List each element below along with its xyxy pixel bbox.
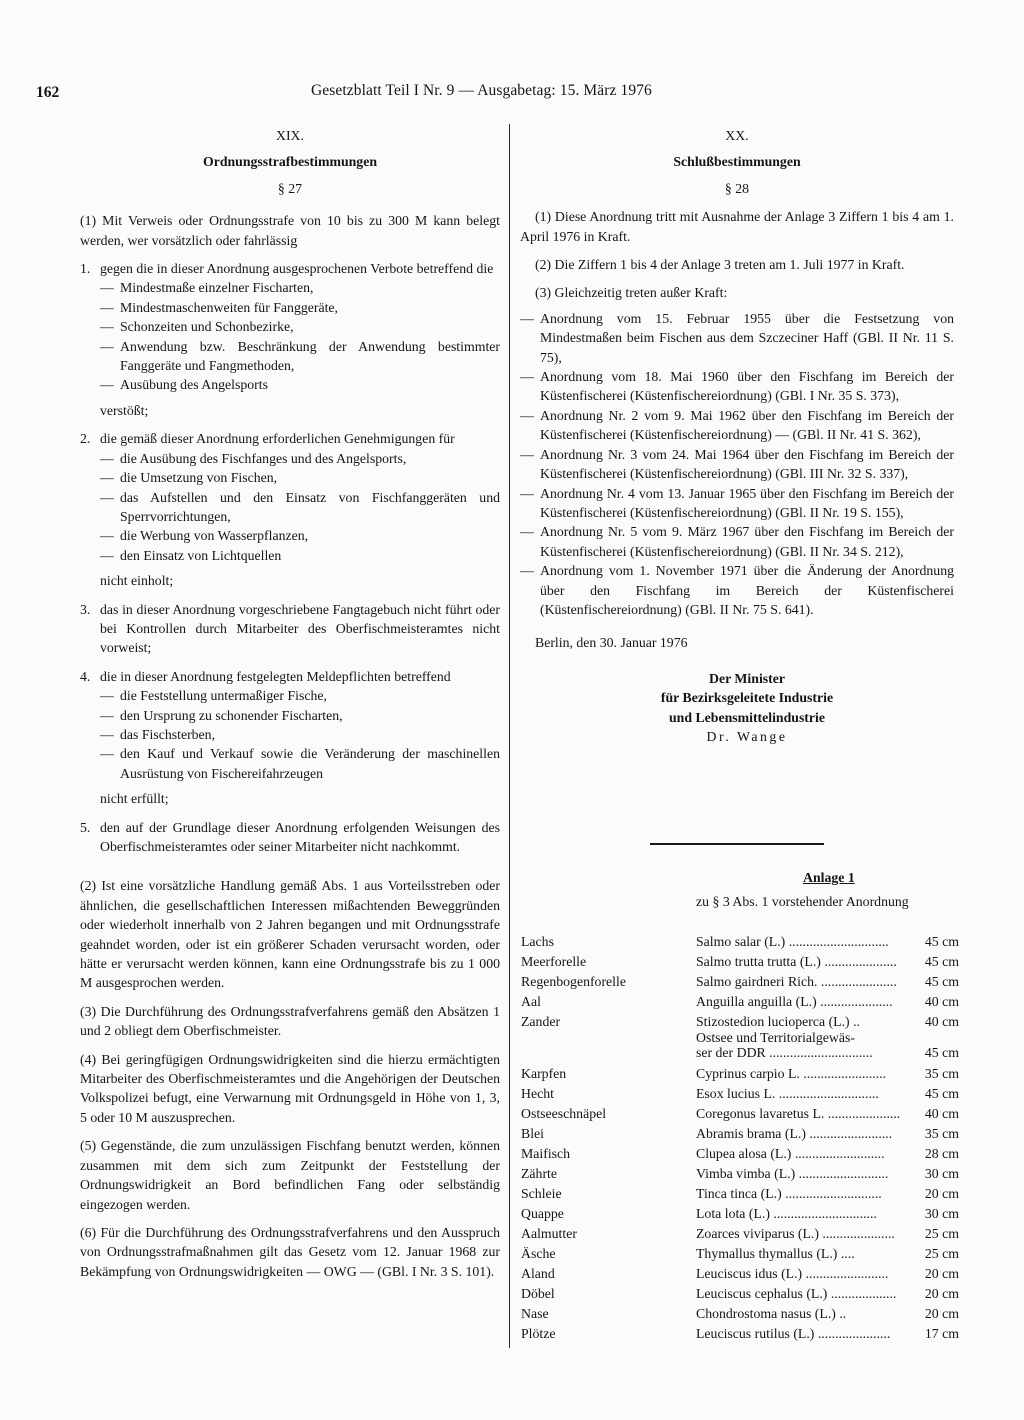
repeal-item: — Anordnung vom 1. November 1971 über die Änderung der Anordnung über den Fischfang im Bereich der Küstenfischerei (Küstenfischereiordnung) (GBl. II Nr. 75 S. 641). [520, 563, 954, 617]
paragraph-2: (2) Die Ziffern 1 bis 4 der Anlage 3 treten am 1. Juli 1977 in Kraft. [535, 257, 905, 273]
dash-item: — Schonzeiten und Schonbezirke, [100, 319, 294, 335]
left-column [80, 126, 500, 1281]
dash-item: — die Feststellung untermaßiger Fische, [100, 688, 327, 704]
signature-block [540, 669, 954, 727]
dash-item: — die Werbung von Wasserpflanzen, [100, 528, 309, 544]
paragraph-6: (6) Für die Durchführung des Ordnungsstrafverfahrens und den Ausspruch von Ordnungsstrafmaßnahmen gilt das Gesetz vom 12. Januar 1968 zur Bekämpfung von Ordnungswidrigkeiten — OWG — (GBl. I Nr. 3 S. 101). [80, 1224, 500, 1279]
item-text: die in dieser Anordnung festgelegten Meldepflichten betreffend [100, 668, 451, 684]
item-text: den auf der Grundlage dieser Anordnung erfolgenden Weisungen des Oberfischmeisteramtes oder seiner Mitarbeiter nicht nachkommt. [100, 819, 500, 854]
repeal-item: — Anordnung vom 15. Februar 1955 über die Festsetzung von Mindestmaßen beim Fischen aus dem Szczeciner Haff (GBl. II Nr. 11 S. 75), [520, 310, 954, 365]
part-numeral: XX. [725, 128, 749, 143]
list-item [80, 600, 500, 658]
dash-item: — den Kauf und Verkauf sowie die Veränderung der maschinellen Ausrüstung von Fischereifahrzeugen [100, 746, 500, 781]
column-divider [509, 124, 510, 1348]
item-tail: nicht erfüllt; [100, 791, 169, 807]
part-heading: Schlußbestimmungen [673, 154, 801, 170]
dash-item: — Mindestmaschenweiten für Fanggeräte, [100, 299, 338, 315]
dash-item: — den Ursprung zu schonender Fischarten, [100, 707, 343, 723]
paragraph-1: (1) Mit Verweis oder Ordnungsstrafe von 10 bis zu 300 M kann belegt werden, wer vorsätzlich oder fahrlässig [80, 213, 500, 248]
list-item [80, 429, 500, 590]
signer-name: Dr. Wange [706, 728, 788, 744]
place-date: Berlin, den 30. Januar 1976 [535, 635, 688, 651]
item-number: 1. [80, 261, 91, 277]
paragraph-3: (3) Die Durchführung des Ordnungsstrafverfahrens gemäß den Absätzen 1 und 2 obliegt dem Oberfischmeister. [80, 1003, 500, 1039]
section-number: § 28 [724, 180, 750, 196]
paragraph-5: (5) Gegenstände, die zum unzulässigen Fischfang benutzt werden, können zusammen mit dem sich zum Zeitpunkt der Feststellung der Ordnungswidrigkeit an Bord befindlichen Fang oder selbständig eingezogen werden. [80, 1138, 500, 1212]
repeal-item: — Anordnung Nr. 2 vom 9. Mai 1962 über den Fischfang im Bereich der Küstenfischerei (Küstenfischereiordnung) — (GBl. II Nr. 41 S. 362), [520, 407, 954, 443]
signer-title: Der Minister [709, 670, 785, 686]
paragraph-2: (2) Ist eine vorsätzliche Handlung gemäß Abs. 1 aus Vorteilsstreben oder ähnlichen, die gesellschaftlichen Interessen mißachtenden Beweggründen oder wiederholt innerhalb von 2 Jahren begangen und mit Ordnungsstrafe geahndet worden, oder ist ein größerer Schaden verursacht worden, oder hätte er verursacht werden können, kann eine Ordnungsstrafe bis zu 1 000 M ausgesprochen werden. [80, 878, 500, 991]
item-number: 4. [80, 668, 91, 684]
item-text: das in dieser Anordnung vorgeschriebene Fangtagebuch nicht führt oder bei Kontrollen durch Mitarbeiter des Oberfischmeisteramtes nicht vorweist; [100, 601, 500, 656]
running-title: Gesetzblatt Teil I Nr. 9 — Ausgabetag: 15. März 1976 [311, 82, 652, 99]
dash-item: — Anwendung bzw. Beschränkung der Anwendung bestimmter Fanggeräte und Fangmethoden, [100, 338, 500, 374]
dash-item: — die Ausübung des Fischfanges und des Angelsports, [100, 450, 407, 466]
item-text: gegen die in dieser Anordnung ausgesprochenen Verbote betreffend die [100, 261, 494, 277]
repeal-item: — Anordnung Nr. 3 vom 24. Mai 1964 über den Fischfang im Bereich der Küstenfischerei (Küstenfischereiordnung) (GBl. III Nr. 32 S. 337), [520, 446, 954, 482]
annex-subtitle: zu § 3 Abs. 1 vorstehender Anordnung [696, 894, 909, 909]
item-number: 5. [80, 819, 91, 835]
item-number: 3. [80, 601, 91, 617]
right-column [520, 126, 954, 746]
repeal-item: — Anordnung Nr. 5 vom 9. März 1967 über den Fischfang im Bereich der Küstenfischerei (Küstenfischereiordnung) (GBl. II Nr. 34 S. 212), [520, 524, 954, 559]
item-text: die gemäß dieser Anordnung erforderlichen Genehmigungen für [100, 431, 455, 447]
paragraph-1: (1) Diese Anordnung tritt mit Ausnahme der Anlage 3 Ziffern 1 bis 4 am 1. April 1976 in Kraft. [520, 209, 954, 244]
document-page: 162 Gesetzblatt Teil I Nr. 9 — Ausgabetag: 15. März 1976 XIX. Ordnungsstrafbestimmungen § 27 (1) Mit Verweis oder Ordnungsstrafe von 10 bis zu 300 M kann belegt werden, wer vorsätzlich oder fahrlässig 1. gegen die in dieser Anordnung ausgesprochenen Verbote betreffend die — Mindestmaße einzelner Fischarten, — Mindestmaschenweiten für Fanggeräte, — Schonzeiten und Schonbezirke, — Anwendung bzw. Beschränkung der Anwendung bestimmter Fanggeräte und Fangmethoden, — Ausübung des Angelsports verstößt; 2. die gemäß dieser Anordnung erforderlichen Genehmigungen für — die Ausübung des Fischfanges und des Angelsports, — die Umsetzung von Fischen, — das Aufstellen und den Einsatz von Fischfanggeräten und Sperrvorrichtungen, — die Werbung von Wasserpflanzen, — den Einsatz von Lichtquellen nicht einholt; 3. das in dieser Anordnung vorgeschriebene Fangtagebuch nicht führt oder bei Kontrollen durch Mitarbeiter des Oberfischmeisteramtes nicht vorweist; 4. die in dieser Anordnung festgelegten Meldepflichten betreffend — die Feststellung untermaßiger Fische, — den Ursprung zu schonender Fischarten, — das Fischsterben, — den Kauf und Verkauf sowie die Veränderung der maschinellen Ausrüstung von Fischereifahrzeugen nicht erfüllt; 5. den auf der Grundlage dieser Anordnung erfolgenden Weisungen des Oberfischmeisteramtes oder seiner Mitarbeiter nicht nachkommt. (2) Ist eine vorsätzliche Handlung gemäß Abs. 1 aus Vorteilsstreben oder ähnlichen, die gesellschaftlichen Interessen mißachtenden Beweggründen oder wiederholt innerhalb von 2 Jahren begangen und mit Ordnungsstrafe geahndet worden, oder ist ein größerer Schaden verursacht worden, oder hätte er verursacht werden können, kann eine Ordnungsstrafe bis zu 1 000 M ausgesprochen werden. (3) Die Durchführung des Ordnungsstrafverfahrens gemäß den Absätzen 1 und 2 obliegt dem Oberfischmeister. (4) Bei geringfügigen Ordnungswidrigkeiten sind die hierzu ermächtigten Mitarbeiter des Oberfischmeisteramtes und die Angehörigen der Deutschen Volkspolizei befugt, eine Verwarnung mit Ordnungsgeld in Höhe von 1, 3, 5 oder 10 M auszusprechen. (5) Gegenstände, die zum unzulässigen Fischfang benutzt werden, können zusammen mit dem sich zum Zeitpunkt der Feststellung der Ordnungswidrigkeit an Bord befindlichen Fang oder selbständig eingezogen werden. (6) Für die Durchführung des Ordnungsstrafverfahrens und den Ausspruch von Ordnungsstrafmaßnahmen gilt das Gesetz vom 12. Januar 1968 zur Bekämpfung von Ordnungswidrigkeiten — OWG — (GBl. I Nr. 3 S. 101). XX. Schlußbestimmungen § 28 (1) Diese Anordnung tritt mit Ausnahme der Anlage 3 Ziffern 1 bis 4 am 1. April 1976 in Kraft. (2) Die Ziffern 1 bis 4 der Anlage 3 treten am 1. Juli 1977 in Kraft. (3) Gleichzeitig treten außer Kraft: — Anordnung vom 15. Februar 1955 über die Festsetzung von Mindestmaßen beim Fischen aus dem Szczeciner Haff (GBl. II Nr. 11 S. 75), — Anordnung vom 18. Mai 1960 über den Fischfang im Bereich der Küstenfischerei (Küstenfischereiordnung) (GBl. I Nr. 35 S. 373), — Anordnung Nr. 2 vom 9. Mai 1962 über den Fischfang im Bereich der Küstenfischerei (Küstenfischereiordnung) — (GBl. II Nr. 41 S. 362), — Anordnung Nr. 3 vom 24. Mai 1964 über den Fischfang im Bereich der Küstenfischerei (Küstenfischereiordnung) (GBl. III Nr. 32 S. 337), — Anordnung Nr. 4 vom 13. Januar 1965 über den Fischfang im Bereich der Küstenfischerei (Küstenfischereiordnung) (GBl. II Nr. 19 S. 155), — Anordnung Nr. 5 vom 9. März 1967 über den Fischfang im Bereich der Küstenfischerei (Küstenfischereiordnung) (GBl. II Nr. 34 S. 212), — Anordnung vom 1. November 1971 über die Änderung der Anordnung über den Fischfang im Bereich der Küstenfischerei (Küstenfischereiordnung) (GBl. II Nr. 75 S. 641). Berlin, den 30. Januar 1976 Der Minister für Bezirksgeleitete Industrie und Lebensmittelindustrie Dr. Wange Anlage 1 zu § 3 Abs. 1 vorstehender Anordnung Lachs Salmo salar (L.) ............................. 45 cm Meerforelle Salmo trutta trutta (L.) ..................... 45 cm Regenbogenforelle Salmo gairdneri Rich. ...................... 45 cm Aal Anguilla anguilla (L.) ..................... 40 cm Zander Stizostedion lucioperca (L.) .. 40 cm Ostsee und Territorialgewäs- ser der DDR .............................. 45 cm Karpfen Cyprinus carpio L. ........................ 35 cm Hecht Esox lucius L. ............................. 45 cm Ostseeschnäpel Coregonus lavaretus L. ..................... 40 cm Blei Abramis brama (L.) ........................ 35 cm Maifisch Clupea alosa (L.) .......................... 28 cm Zährte Vimba vimba (L.) .......................... 30 cm Schleie Tinca tinca (L.) ............................ 20 cm Quappe Lota lota (L.) .............................. 30 cm Aalmutter Zoarces viviparus (L.) ..................... 25 cm Äsche Thymallus thymallus (L.) .... 25 cm Aland Leuciscus idus (L.) ........................ 20 cm Döbel Leuciscus cephalus (L.) ................... 20 cm Nase Chondrostoma nasus (L.) .. 20 cm Plötze Leuciscus rutilus (L.) ..................... 17 cm [0, 0, 1024, 1420]
paragraph-4: (4) Bei geringfügigen Ordnungswidrigkeiten sind die hierzu ermächtigten Mitarbeiter des Oberfischmeisteramtes und die Angehörigen der Deutschen Volkspolizei befugt, eine Verwarnung mit Ordnungsgeld in Höhe von 1, 3, 5 oder 10 M auszusprechen. [80, 1051, 500, 1125]
item-tail: verstößt; [100, 402, 149, 418]
list-item [80, 259, 500, 420]
paragraph-3: (3) Gleichzeitig treten außer Kraft: [535, 285, 728, 301]
dash-item: — den Einsatz von Lichtquellen [100, 547, 282, 563]
dash-item: — das Aufstellen und den Einsatz von Fischfanggeräten und Sperrvorrichtungen, [100, 489, 500, 524]
page-number: 162 [36, 84, 60, 101]
annex-title: Anlage 1 [803, 870, 855, 885]
list-item [80, 667, 500, 809]
dash-item: — das Fischsterben, [100, 726, 216, 742]
dash-item: — Mindestmaße einzelner Fischarten, [100, 280, 314, 296]
item-number: 2. [80, 431, 91, 447]
part-heading: Ordnungsstrafbestimmungen [202, 154, 378, 170]
separator-rule [650, 843, 824, 845]
section-number: § 27 [277, 180, 303, 196]
dash-item: — die Umsetzung von Fischen, [100, 470, 278, 486]
signer-title: und Lebensmittelindustrie [668, 709, 825, 725]
list-item [80, 818, 500, 857]
part-numeral: XIX. [276, 128, 304, 143]
item-tail: nicht einholt; [100, 573, 174, 589]
dash-item: — Ausübung des Angelsports [100, 377, 268, 393]
signer-title: für Bezirksgeleitete Industrie [660, 690, 834, 706]
repeal-item: — Anordnung Nr. 4 vom 13. Januar 1965 über den Fischfang im Bereich der Küstenfischerei (Küstenfischereiordnung) (GBl. II Nr. 19 S. 155), [520, 485, 954, 520]
repeal-item: — Anordnung vom 18. Mai 1960 über den Fischfang im Bereich der Küstenfischerei (Küstenfischereiordnung) (GBl. I Nr. 35 S. 373), [520, 369, 954, 404]
